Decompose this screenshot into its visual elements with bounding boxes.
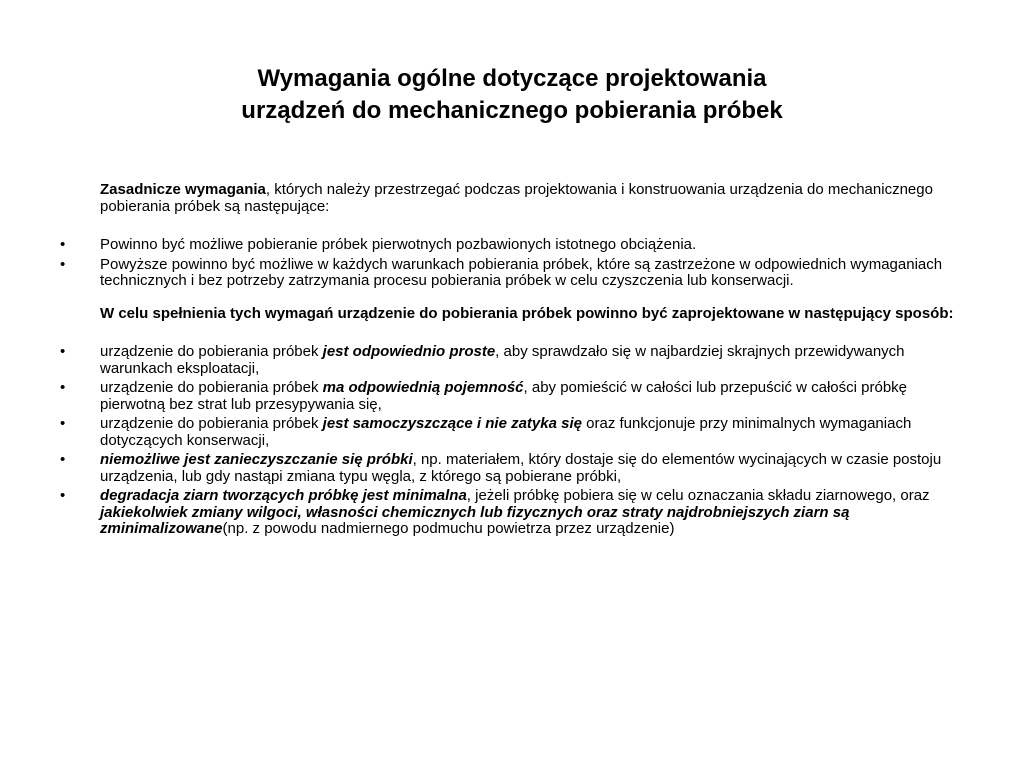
bullet-icon: •: [60, 236, 66, 253]
list-item-text-post-2: (np. z powodu nadmiernego podmuchu powietrza przez urządzenie): [222, 520, 675, 537]
list-item-text-post: , aby pomieścić w całości lub przepuścić w całości próbkę pierwotną bez strat lub przesypywania się,: [100, 379, 908, 413]
list-item: [60, 344, 970, 377]
list-item-text-post: , np. materiałem, który dostaje się do elementów wycinających w czasie postoju urządzenia, lub gdy nastąpi zmiana typu węgla, z którego są pobierane próbki,: [100, 451, 942, 485]
design-points-list: [60, 344, 970, 538]
list-item-emphasis: jest odpowiednio proste: [322, 343, 496, 360]
list-item-text-pre: urządzenie do pobierania próbek: [100, 379, 323, 396]
intro-bold: Zasadnicze wymagania: [100, 181, 266, 198]
requirements-list: [60, 237, 970, 290]
list-item: [60, 380, 970, 413]
title-line-1: Wymagania ogólne dotyczące projektowania: [257, 65, 767, 92]
list-item: [60, 416, 970, 449]
list-item-text-post: oraz funkcjonuje przy minimalnych wymaganiach dotyczących konserwacji,: [100, 415, 912, 449]
list-item-text-post: , aby sprawdzało się w najbardziej skrajnych przewidywanych warunkach eksploatacji,: [100, 343, 905, 377]
intro-paragraph: [60, 182, 970, 215]
bullet-icon: •: [60, 379, 66, 396]
slide-body: [60, 182, 970, 541]
list-item-text-pre: urządzenie do pobierania próbek: [100, 343, 323, 360]
list-item-text: Powyższe powinno być możliwe w każdych warunkach pobierania próbek, które są zastrzeżone w odpowiednich wymaganiach technicznych i bez potrzeby zatrzymania procesu pobierania próbek w celu czyszczenia lub konserwacji.: [100, 255, 943, 289]
bullet-icon: •: [60, 415, 66, 432]
list-item-text: Powinno być możliwe pobieranie próbek pierwotnych pozbawionych istotnego obciążenia.: [100, 236, 697, 253]
list-item-emphasis: ma odpowiednią pojemność: [322, 379, 524, 396]
bullet-icon: •: [60, 255, 66, 273]
list-item-text-pre: urządzenie do pobierania próbek: [100, 415, 323, 432]
slide-title: [0, 63, 1024, 127]
list-item-emphasis: jest samoczyszczące i nie zatyka się: [322, 415, 582, 432]
list-item-emphasis: degradacja ziarn tworzących próbkę jest minimalna: [100, 487, 467, 504]
list-item: [60, 452, 970, 485]
bullet-icon: •: [60, 343, 66, 360]
list-item: [60, 257, 970, 290]
bullet-icon: •: [60, 451, 66, 468]
list-item-emphasis-2: jakiekolwiek zmiany wilgoci, własności chemicznych lub fizycznych oraz straty najdrobniejszych ziarn są zminimalizowane: [100, 503, 850, 537]
list-item-emphasis: niemożliwe jest zanieczyszczanie się próbki: [100, 451, 413, 468]
list-item: [60, 488, 970, 538]
design-heading: W celu spełnienia tych wymagań urządzenie do pobierania próbek powinno być zaprojektowane w następujący sposób:: [100, 304, 954, 322]
bullet-icon: •: [60, 487, 66, 504]
list-item-text-post: , jeżeli próbkę pobiera się w celu oznaczania składu ziarnowego, oraz: [466, 487, 930, 504]
title-line-2: urządzeń do mechanicznego pobierania próbek: [241, 97, 783, 124]
intro-text: , których należy przestrzegać podczas projektowania i konstruowania urządzenia do mechanicznego pobierania próbek są następujące:: [100, 181, 933, 215]
list-item: [60, 237, 970, 254]
